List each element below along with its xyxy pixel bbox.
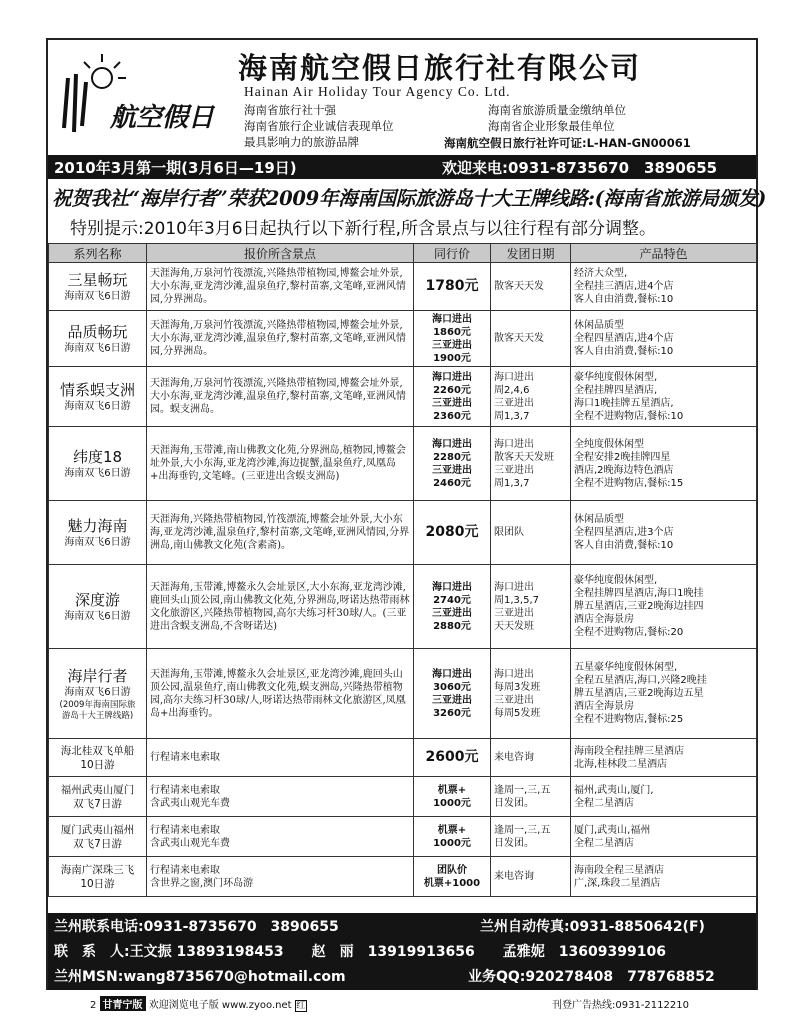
tour-features: 全纯度假休闲型 全程安排2晚挂牌四星 酒店,2晚海边特色酒店 全程不进购物店,餐标:15	[571, 427, 757, 501]
col-header-name: 系列名称	[49, 244, 147, 263]
tour-subtitle: 海南双飞6日游	[64, 400, 131, 412]
tour-subtitle: 双飞7日游	[73, 837, 122, 850]
table-row	[49, 857, 757, 897]
tour-spots: 天涯海角,万泉河竹筏漂流,兴隆热带植物园,博鳌会址外景,大小东海,亚龙湾沙滩,温泉鱼疗,黎村苗寨,文笔峰,亚洲风情园,分界洲岛。	[147, 311, 414, 367]
tour-price: 机票+ 1000元	[414, 777, 491, 817]
tour-spots: 行程请来电索取 含武夷山观光车费	[147, 777, 414, 817]
tour-price: 机票+ 1000元	[414, 817, 491, 857]
tour-name-cell	[49, 427, 147, 501]
tour-features: 五星豪华纯度假休闲型, 全程五星酒店,海口,兴隆2晚挂 牌五星酒店,三亚2晚海边五星 酒店全海景房 全程不进购物店,餐标:25	[571, 649, 757, 739]
tour-price: 海口进出 2740元 三亚进出 2880元	[414, 565, 491, 649]
footer-ad-hotline: 刊登广告热线:0931-2112210	[552, 1000, 689, 1011]
tour-name: 福州武夷山厦门	[60, 783, 135, 796]
tour-name: 厦门武夷山福州	[60, 823, 135, 836]
col-header-dates: 发团日期	[491, 244, 571, 263]
table-header-row	[49, 244, 757, 263]
tour-subtitle: 海南双飞6日游	[64, 467, 131, 479]
contact-fax: 兰州自动传真:0931-8850642(F)	[480, 919, 705, 935]
tour-spots: 天涯海角,兴隆热带植物园,竹筏漂流,博鳌会址外景,大小东海,亚龙湾沙滩,温泉鱼疗,黎村苗寨,文笔峰,亚洲风情园,分界洲岛,南山佛教文化苑(含素斋)。	[147, 501, 414, 565]
tour-spots: 天涯海角,万泉河竹筏漂流,兴隆热带植物园,博鳌会址外景,大小东海,亚龙湾沙滩,温泉鱼疗,黎村苗寨,文笔峰,亚洲风情园,分界洲岛。	[147, 263, 414, 311]
table-row	[49, 427, 757, 501]
table-row	[49, 817, 757, 857]
tour-spots: 行程请来电索取	[147, 739, 414, 777]
tour-spots: 天涯海角,玉带滩,南山佛教文化苑,分界洲岛,植物园,博鳌会址外景,大小东海,亚龙湾沙滩,海边捉蟹,温泉鱼疗,凤凰岛+出海垂钓,文笔峰。(三亚进出含蜈支洲岛)	[147, 427, 414, 501]
tour-subtitle: 双飞7日游	[73, 797, 122, 810]
tour-name: 海北桂双飞单船	[60, 744, 135, 757]
tour-dates: 来电咨询	[491, 739, 571, 777]
tour-name: 深度游	[74, 590, 120, 609]
tour-features: 豪华纯度假休闲型, 全程挂牌四星酒店, 海口1晚挂牌五星酒店, 全程不进购物店,餐标:10	[571, 367, 757, 427]
table-row	[49, 565, 757, 649]
col-header-features: 产品特色	[571, 244, 757, 263]
tour-price: 海口进出 2280元 三亚进出 2460元	[414, 427, 491, 501]
company-name: 海南航空假日旅行社有限公司	[238, 51, 642, 85]
honor-5: 最具影响力的旅游品牌	[244, 135, 359, 149]
tour-features: 福州,武夷山,厦门, 全程二星酒店	[571, 777, 757, 817]
edition-badge: 甘青宁版	[100, 996, 146, 1011]
tour-price: 海口进出 3060元 三亚进出 3260元	[414, 649, 491, 739]
tour-table	[48, 243, 757, 897]
tour-price: 海口进出 1860元 三亚进出 1900元	[414, 311, 491, 367]
tour-name-cell	[49, 817, 147, 857]
honor-2: 海南省旅游质量金缴纳单位	[488, 103, 626, 117]
honor-4: 海南省企业形象最佳单位	[488, 119, 615, 133]
tour-dates: 来电咨询	[491, 857, 571, 897]
tour-features: 厦门,武夷山,福州 全程二星酒店	[571, 817, 757, 857]
brand-logo	[54, 48, 226, 148]
contact-persons: 联 系 人:王文振 13893198453 赵 丽 13919913656 孟雅妮 13609399106	[54, 944, 666, 960]
tour-name-cell	[49, 263, 147, 311]
issue-bar	[48, 155, 756, 179]
tour-price: 2600元	[414, 739, 491, 777]
tour-dates: 逢周一,三,五 日发团。	[491, 777, 571, 817]
footer-website: 欢迎浏览电子版 www.zyoo.net	[148, 1000, 292, 1011]
tour-features: 休闲品质型 全程四星酒店,进3个店 客人自由消费,餐标:10	[571, 501, 757, 565]
tour-name: 三星畅玩	[67, 270, 128, 289]
contact-phone: 兰州联系电话:0931-8735670 3890655	[54, 919, 339, 935]
tour-dates: 海口进出 周2,4,6 三亚进出 周1,3,7	[491, 367, 571, 427]
contact-msn: 兰州MSN:wang8735670@hotmail.com	[54, 969, 346, 985]
tour-subtitle: 海南双飞6日游	[64, 536, 131, 548]
tour-name-cell	[49, 367, 147, 427]
tour-features: 豪华纯度假休闲型, 全程挂牌四星酒店,海口1晚挂 牌五星酒店,三亚2晚海边挂四 酒店全海景房 全程不进购物店,餐标:20	[571, 565, 757, 649]
honor-3: 海南省旅行企业诚信表现单位	[244, 119, 394, 133]
tour-name-cell	[49, 857, 147, 897]
table-row	[49, 739, 757, 777]
tour-dates: 海口进出 散客天天发班 三亚进出 周1,3,7	[491, 427, 571, 501]
license-number: 海南航空假日旅行社许可证:L-HAN-GN00061	[444, 136, 691, 150]
tour-features: 经济大众型, 全程挂三酒店,进4个店 客人自由消费,餐标:10	[571, 263, 757, 311]
tour-spots: 天涯海角,玉带滩,博鳌永久会址景区,大小东海,亚龙湾沙滩,鹿回头山顶公园,南山佛教文化苑,分界洲岛,呀诺达热带雨林文化旅游区,兴隆热带植物园,高尔夫练习杆30球/人。(三亚进出含蜈支洲岛,不含呀诺达)	[147, 565, 414, 649]
col-header-spots: 报价所含景点	[147, 244, 414, 263]
contact-block	[48, 913, 756, 990]
tour-name: 纬度18	[72, 447, 123, 466]
tour-dates: 限团队	[491, 501, 571, 565]
tour-subtitle: 海南双飞6日游	[64, 610, 131, 622]
tour-name-cell	[49, 565, 147, 649]
tour-features: 海南段全程挂牌三星酒店 北海,桂林段二星酒店	[571, 739, 757, 777]
tour-dates: 逢周一,三,五 日发团。	[491, 817, 571, 857]
tour-spots: 天涯海角,万泉河竹筏漂流,兴隆热带植物园,博鳌会址外景,大小东海,亚龙湾沙滩,温泉鱼疗,黎村苗寨,文笔峰,亚洲风情园。蜈支洲岛。	[147, 367, 414, 427]
tour-name-cell	[49, 739, 147, 777]
award-banner: 祝贺我社“海岸行者”荣获2009年海南国际旅游岛十大王牌线路:(海南省旅游局颁发)	[52, 187, 767, 210]
tour-name: 海岸行者	[67, 666, 128, 685]
tour-award-note: (2009年海南国际旅 游岛十大王牌线路)	[59, 699, 136, 721]
tour-name-cell	[49, 311, 147, 367]
tour-features: 海南段全程三星酒店 广,深,珠段二星酒店	[571, 857, 757, 897]
issue-date: 2010年3月第一期(3月6日—19日)	[54, 159, 297, 177]
tour-name-cell	[49, 501, 147, 565]
tour-dates: 散客天天发	[491, 311, 571, 367]
tour-subtitle: 海南双飞6日游	[64, 290, 131, 302]
tour-name-cell	[49, 649, 147, 739]
table-row	[49, 501, 757, 565]
table-row	[49, 649, 757, 739]
header	[48, 40, 756, 153]
tour-dates: 海口进出 周1,3,5,7 三亚进出 天天发班	[491, 565, 571, 649]
tour-dates: 散客天天发	[491, 263, 571, 311]
col-header-price: 同行价	[414, 244, 491, 263]
table-row	[49, 367, 757, 427]
table-row	[49, 311, 757, 367]
logo-text: 航空假日	[110, 103, 215, 133]
tour-price: 团队价 机票+1000	[414, 857, 491, 897]
tour-subtitle: 海南双飞6日游	[64, 342, 131, 354]
contact-qq: 业务QQ:920278408 778768852	[468, 969, 715, 985]
table-row	[49, 777, 757, 817]
ad-frame	[46, 38, 767, 990]
company-english-name: Hainan Air Holiday Tour Agency Co. Ltd.	[244, 84, 511, 99]
tour-subtitle: 10日游	[80, 877, 115, 890]
tour-price: 海口进出 2260元 三亚进出 2360元	[414, 367, 491, 427]
ink-color-mark: 红	[296, 1001, 306, 1011]
tour-price: 2080元	[414, 501, 491, 565]
tour-subtitle: 海南双飞6日游	[64, 686, 131, 698]
tour-name: 魅力海南	[67, 516, 128, 535]
special-notice: 特别提示:2010年3月6日起执行以下新行程,所含景点与以往行程有部分调整。	[70, 219, 657, 239]
tour-dates: 海口进出 每周3发班 三亚进出 每周5发班	[491, 649, 571, 739]
tour-name: 情系蜈支洲	[59, 380, 135, 399]
page-number: 2	[90, 1000, 97, 1011]
tour-features: 休闲品质型 全程四星酒店,进4个店 客人自由消费,餐标:10	[571, 311, 757, 367]
honor-1: 海南省旅行社十强	[244, 103, 336, 117]
tour-spots: 天涯海角,玉带滩,博鳌永久会址景区,亚龙湾沙滩,鹿回头山顶公园,温泉鱼疗,南山佛教文化苑,蜈支洲岛,兴隆热带植物园,高尔夫练习杆30球/人,呀诺达热带雨林文化旅游区,凤凰岛+出海垂钓。	[147, 649, 414, 739]
footer-left	[90, 996, 307, 1012]
tour-spots: 行程请来电索取 含武夷山观光车费	[147, 817, 414, 857]
tour-name: 品质畅玩	[67, 322, 128, 341]
tour-price: 1780元	[414, 263, 491, 311]
tour-subtitle: 10日游	[80, 758, 115, 771]
table-row	[49, 263, 757, 311]
tour-name-cell	[49, 777, 147, 817]
hotline: 欢迎来电:0931-8735670 3890655	[442, 159, 718, 177]
tour-name: 海南广深珠三飞	[60, 863, 135, 876]
tour-spots: 行程请来电索取 含世界之窗,澳门环岛游	[147, 857, 414, 897]
